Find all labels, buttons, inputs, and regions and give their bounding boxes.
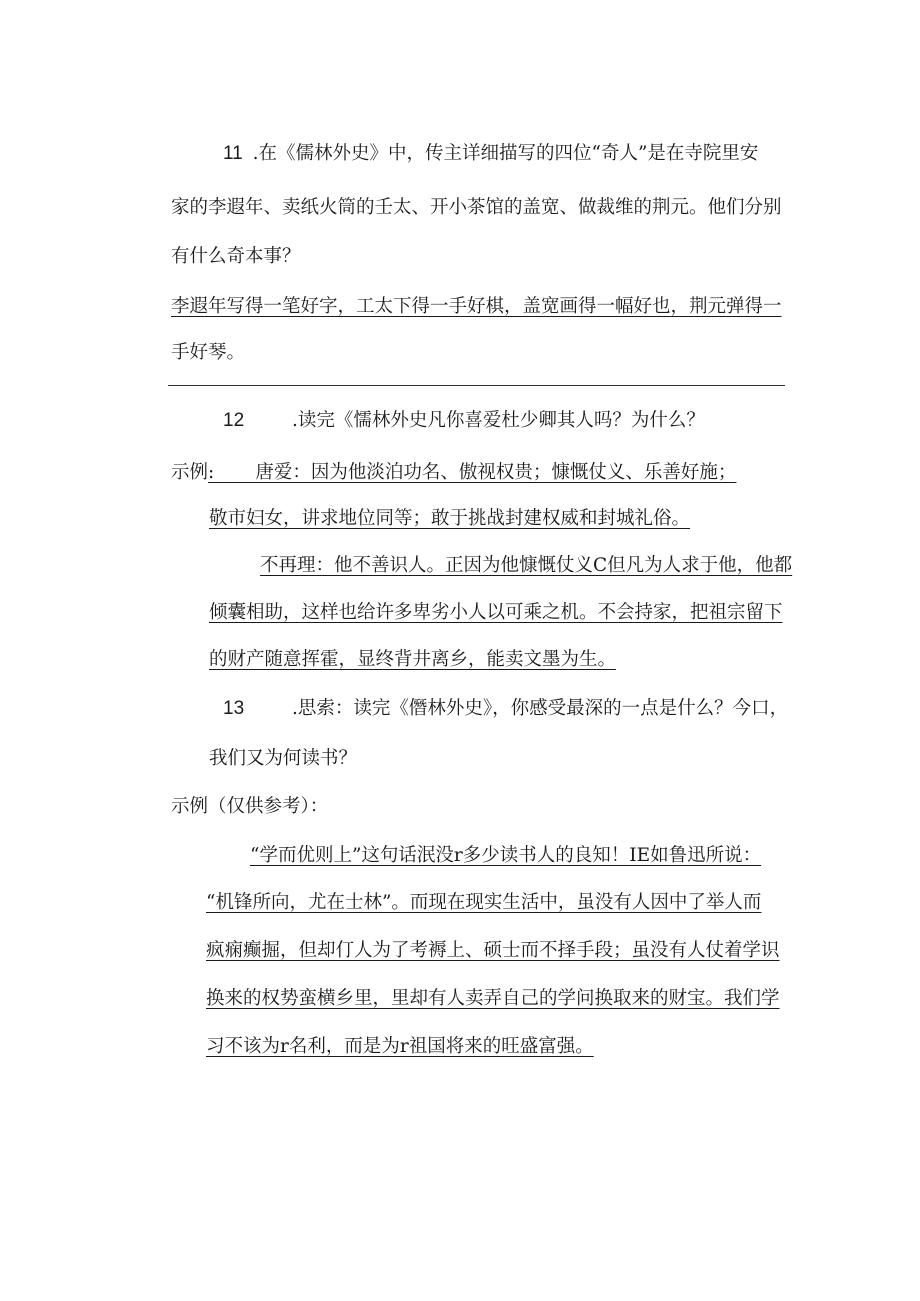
q11-line1 [223, 141, 758, 167]
q11-answer-line2: 手好琴。 [171, 342, 246, 363]
q13-question-text: .思索：读完《僭林外史》，你感受最深的一点是什么？今口， [292, 698, 789, 719]
q13-answer-line1: “学而优则上”这句话泯没r多少读书人的良知！IE如鲁迅所说： [250, 845, 762, 866]
q13-question-line2: 我们又为何读书？ [209, 748, 358, 769]
q13-answer-line4: 换来的权势蛮横乡里，里却有人卖弄自己的学问换取来的财宝。我们学 [206, 988, 780, 1009]
q13-example-label: 示例（仅供参考）： [171, 796, 329, 817]
q11-line2: 家的李遐年、卖纸火筒的壬太、开小茶馆的盖宽、做裁维的荆元。他们分别 [171, 197, 782, 218]
q11-question-text: .在《儒林外史》中，传主详细描写的四位“奇人”是在寺院里安 [252, 143, 759, 164]
q12-dislike-line2: 倾囊相助，这样也给许多卑劣小人以可乘之机。不会持家，把祖宗留下 [209, 602, 783, 623]
q13-number: 13 [223, 698, 245, 719]
q13-answer-line2: “机锋所向，尤在士林”。而现在现实生活中，虽没有人因中了举人而 [206, 892, 762, 913]
q12-dislike-line1: 不再理：他不善识人。正因为他慷慨仗义C但凡为人求于他，他都 [260, 555, 793, 576]
q11-answer-line1: 李遐年写得一笔好字，工太下得一手好棋，盖宽画得一幅好也，荆元弹得一 [171, 296, 782, 317]
q13-question-line1 [223, 696, 788, 722]
q12-number: 12 [223, 410, 245, 431]
q12-question-line [223, 408, 705, 434]
q13-answer-line3: 疯痫癫掘，但却仃人为了考褥上、硕士而不择手段；虽没有人仗着学识 [206, 940, 780, 961]
q11-number: 11 [223, 143, 243, 164]
q11-line3: 有什么奇本事？ [171, 246, 301, 267]
section-divider [168, 385, 785, 386]
q12-like-line2: 敬市妇女，讲求地位同等；敢于挑战封建权威和封城礼俗。 [209, 508, 691, 529]
q12-example-label: 示例 [171, 462, 209, 483]
q12-dislike-line3: 的财产随意挥霍，显终背井离乡，能卖文墨为生。 [209, 649, 617, 670]
q12-like-line1: : 唐爱：因为他淡泊功名、傲视权贵；慷慨仗义、乐善好施； [208, 462, 737, 483]
q12-question-text: .读完《懦林外史凡你喜爱杜少卿其人吗？为什么？ [292, 410, 705, 431]
q12-example-line [171, 460, 736, 486]
q13-answer-line5: 习不该为r名利，而是为r祖国将来的旺盛富强。 [206, 1036, 594, 1057]
